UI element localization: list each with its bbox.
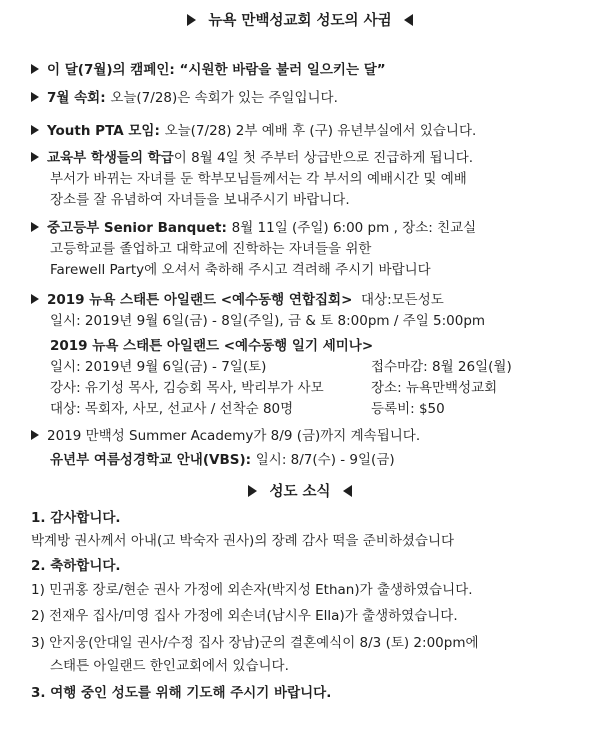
- meeting-item: [31, 88, 338, 108]
- seminar-deadline: 접수마감: 8월 26일(월): [371, 359, 512, 375]
- news-congrats-item-1: 1) 민귀홍 장로/현순 권사 가정에 외손자(박지성 Ethan)가 출생하였습니다.: [31, 582, 473, 598]
- edu-text: 이 8월 4일 첫 주부터 상급반으로 진급하게 됩니다.: [173, 150, 474, 166]
- page-title-row: [0, 10, 600, 32]
- banquet-label: 중고등부 Senior Banquet:: [47, 220, 232, 236]
- revival-item: [31, 290, 444, 310]
- page-title: 뉴욕 만백성교회 성도의 사귐: [208, 13, 392, 29]
- edu-line3: 장소를 잘 유념하여 자녀들을 보내주시기 바랍니다.: [50, 192, 350, 208]
- news-congrats-item-3: 3) 안지웅(안대일 권사/수정 집사 장남)군의 결혼예식이 8/3 (토) 2:00pm에: [31, 635, 479, 651]
- banquet-item: [31, 218, 476, 238]
- seminar-place: 장소: 뉴욕만백성교회: [371, 380, 498, 396]
- triangle-right-icon: [248, 485, 257, 497]
- pta-label: Youth PTA 모임:: [47, 123, 165, 139]
- campaign-item: [31, 60, 386, 80]
- campaign-text: “시원한 바람을 불러 일으키는 달”: [179, 62, 386, 78]
- bullet-icon: [31, 125, 39, 135]
- seminar-speakers: 강사: 유기성 목사, 김승회 목사, 박리부가 사모: [50, 380, 324, 396]
- news-congrats-heading: 2. 축하합니다.: [31, 558, 121, 574]
- bullet-icon: [31, 92, 39, 102]
- edu-item: [31, 148, 473, 168]
- academy-text: 2019 만백성 Summer Academy가 8/9 (금)까지 계속됩니다.: [47, 428, 421, 444]
- meeting-text: 오늘(7/28)은 속회가 있는 주일입니다.: [110, 90, 338, 106]
- vbs-item: [50, 450, 395, 470]
- bullet-icon: [31, 64, 39, 74]
- bullet-icon: [31, 294, 39, 304]
- triangle-right-icon: [187, 14, 196, 26]
- news-title-row: [0, 481, 600, 503]
- meeting-label: 7월 속회:: [47, 90, 111, 106]
- bullet-icon: [31, 222, 39, 232]
- campaign-label: 이 달(7월)의 캠페인:: [47, 62, 180, 78]
- news-thanks-heading: 1. 감사합니다.: [31, 510, 121, 526]
- revival-date: 일시: 2019년 9월 6일(금) - 8일(주일), 금 & 토 8:00pm / 주일 5:00pm: [50, 313, 486, 329]
- news-congrats-item-2: 2) 전재우 집사/미영 집사 가정에 외손녀(남시우 Ella)가 출생하였습니다.: [31, 608, 458, 624]
- seminar-title: 2019 뉴욕 스태튼 아일랜드 <예수동행 일기 세미나>: [50, 338, 374, 354]
- triangle-left-icon: [404, 14, 413, 26]
- seminar-fee: 등록비: $50: [371, 401, 445, 417]
- edu-label: 교육부 학생들의 학급: [47, 150, 174, 166]
- revival-audience: 대상:모든성도: [361, 292, 444, 308]
- revival-title: 2019 뉴욕 스태튼 아일랜드 <예수동행 연합집회>: [47, 292, 353, 308]
- vbs-text: 일시: 8/7(수) - 9일(금): [255, 452, 395, 468]
- vbs-label: 유년부 여름성경학교 안내(VBS):: [50, 452, 256, 468]
- banquet-line2: 고등학교를 졸업하고 대학교에 진학하는 자녀들을 위한: [50, 241, 372, 257]
- bullet-icon: [31, 430, 39, 440]
- triangle-left-icon: [343, 485, 352, 497]
- seminar-date: 일시: 2019년 9월 6일(금) - 7일(토): [50, 359, 267, 375]
- news-title: 성도 소식: [269, 484, 331, 500]
- edu-line2: 부서가 바뀌는 자녀를 둔 학부모님들께서는 각 부서의 예배시간 및 예배: [50, 171, 467, 187]
- banquet-line3: Farewell Party에 오셔서 축하해 주시고 격려해 주시기 바랍니다: [50, 262, 431, 278]
- seminar-target: 대상: 목회자, 사모, 선교사 / 선착순 80명: [50, 401, 294, 417]
- academy-item: [31, 426, 420, 446]
- bullet-icon: [31, 152, 39, 162]
- news-congrats-item-3-cont: 스태튼 아일랜드 한인교회에서 있습니다.: [50, 658, 289, 674]
- news-prayer-heading: 3. 여행 중인 성도를 위해 기도해 주시기 바랍니다.: [31, 685, 332, 701]
- pta-item: [31, 121, 476, 141]
- banquet-text: 8월 11일 (주일) 6:00 pm , 장소: 친교실: [231, 220, 477, 236]
- pta-text: 오늘(7/28) 2부 예배 후 (구) 유년부실에서 있습니다.: [164, 123, 477, 139]
- news-thanks-text: 박계방 권사께서 아내(고 박숙자 권사)의 장례 감사 떡을 준비하셨습니다: [31, 533, 455, 549]
